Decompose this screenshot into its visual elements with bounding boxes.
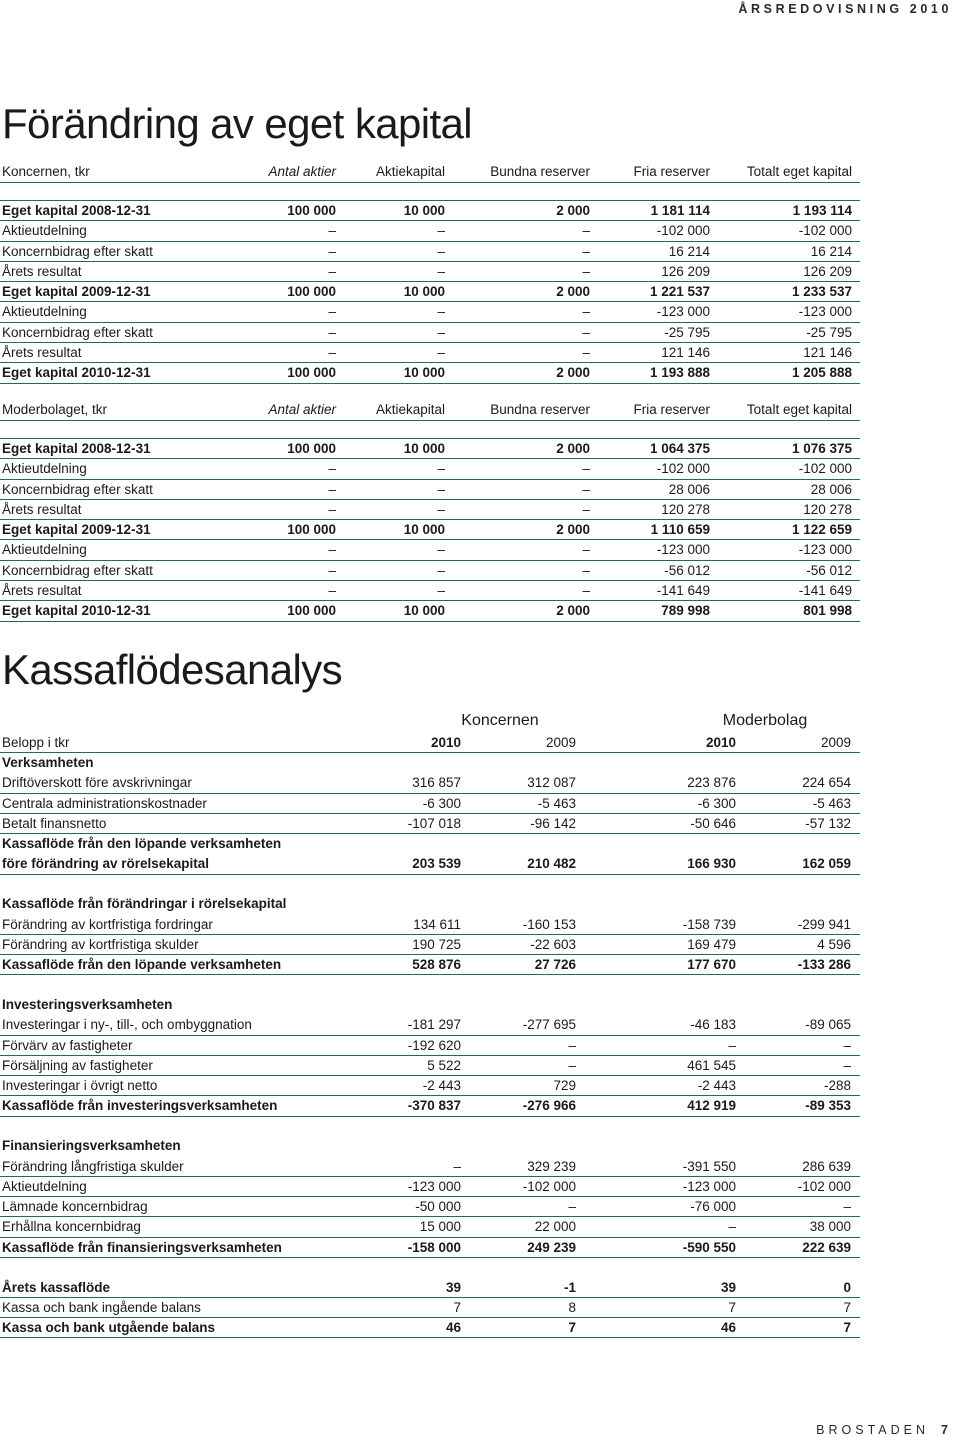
cell-value: – <box>568 1037 576 1053</box>
cell-value: -89 065 <box>805 1017 851 1033</box>
row-label: Koncernbidrag efter skatt <box>2 562 153 578</box>
cell-value: – <box>582 223 590 239</box>
row-label: Aktieutdelning <box>2 542 87 558</box>
equity-header-row <box>0 400 860 421</box>
section-heading-row <box>0 995 860 1015</box>
table-row <box>0 1217 860 1237</box>
cell-value: -107 018 <box>407 815 461 831</box>
cell-value: – <box>728 1219 736 1235</box>
row-label: Koncernbidrag efter skatt <box>2 243 153 259</box>
equity-section-title: Förändring av eget kapital <box>2 100 473 147</box>
equity-row <box>0 302 860 322</box>
column-header-antal-aktier: Antal aktier <box>268 402 336 417</box>
row-label: Kassaflöde från den löpande verksamheten <box>2 957 282 973</box>
cell-value: 38 000 <box>809 1219 851 1235</box>
cell-value: -123 000 <box>656 304 710 320</box>
table-row <box>0 1036 860 1056</box>
cashflow-year-header <box>0 733 860 753</box>
cell-value: 162 059 <box>802 856 851 872</box>
cell-value: – <box>437 481 445 497</box>
cell-value: – <box>328 324 336 340</box>
cell-value: 166 930 <box>687 856 736 872</box>
row-label: Årets resultat <box>2 501 82 517</box>
cell-value: – <box>437 263 445 279</box>
year-koncern-2009: 2009 <box>545 735 576 750</box>
cell-value: 0 <box>843 1279 851 1295</box>
cell-value: -46 183 <box>690 1017 736 1033</box>
column-header-totalt-eget-kapital: Totalt eget kapital <box>746 402 852 417</box>
cell-value: -25 795 <box>806 324 852 340</box>
cell-value: -141 649 <box>656 583 710 599</box>
cell-value: 7 <box>843 1320 851 1336</box>
cell-value: 27 726 <box>534 957 576 973</box>
cell-value: -6 300 <box>422 795 461 811</box>
cell-value: 2 000 <box>556 203 590 218</box>
cell-value: 1 181 114 <box>650 203 710 218</box>
cell-value: – <box>582 481 590 497</box>
section-heading-row <box>0 894 860 914</box>
row-label: Förändring av kortfristiga fordringar <box>2 916 213 932</box>
cell-value: 2 000 <box>556 522 590 538</box>
cell-value: – <box>437 461 445 477</box>
column-header-aktiekapital: Aktiekapital <box>375 402 445 417</box>
equity-row <box>0 221 860 241</box>
cell-value: -160 153 <box>522 916 576 932</box>
section-heading-row <box>0 834 860 854</box>
cell-value: – <box>328 345 336 361</box>
cell-value: – <box>843 1057 851 1073</box>
cell-value: – <box>437 542 445 558</box>
cell-value: 46 <box>445 1320 461 1336</box>
equity-row <box>0 363 860 383</box>
cell-value: 2 000 <box>556 441 590 456</box>
cell-value: 39 <box>445 1279 461 1295</box>
page-footer <box>816 1423 948 1437</box>
table-row <box>0 1157 860 1177</box>
cell-value: -102 000 <box>656 461 710 477</box>
row-label: Erhållna koncernbidrag <box>2 1219 141 1235</box>
equity-table-label: Koncernen, tkr <box>2 164 90 179</box>
cell-value: -50 000 <box>415 1199 461 1215</box>
cell-value: – <box>582 542 590 558</box>
cell-value: 4 596 <box>817 936 851 952</box>
cell-value: 7 <box>728 1299 736 1315</box>
cell-value: 100 000 <box>287 203 336 218</box>
cell-value: – <box>437 304 445 320</box>
equity-header-row <box>0 162 860 183</box>
cell-value: 100 000 <box>287 441 336 456</box>
cell-value: – <box>437 223 445 239</box>
cell-value: 8 <box>568 1299 576 1315</box>
cell-value: – <box>437 562 445 578</box>
row-label: Aktieutdelning <box>2 304 87 320</box>
cell-value: 100 000 <box>287 603 336 619</box>
equity-row <box>0 520 860 540</box>
equity-row <box>0 581 860 601</box>
row-label: Kassa och bank utgående balans <box>2 1320 216 1336</box>
cell-value: -56 012 <box>664 562 710 578</box>
group-label-moderbolag: Moderbolag <box>722 712 808 729</box>
cell-value: -96 142 <box>530 815 576 831</box>
equity-table-koncernen <box>0 162 860 384</box>
table-row <box>0 1015 860 1035</box>
cell-value: – <box>728 1037 736 1053</box>
table-row <box>0 773 860 793</box>
cell-value: 249 239 <box>527 1239 576 1255</box>
cell-value: 126 209 <box>661 263 710 279</box>
spacer-row <box>0 1258 860 1278</box>
row-label: Förändring långfristiga skulder <box>2 1158 184 1174</box>
column-header-bundna-reserver: Bundna reserver <box>490 402 590 417</box>
cell-value: – <box>328 304 336 320</box>
cell-value: -123 000 <box>798 542 852 558</box>
row-label: Koncernbidrag efter skatt <box>2 324 153 340</box>
cell-value: – <box>328 263 336 279</box>
cell-value: -133 286 <box>797 957 851 973</box>
cell-value: 461 545 <box>687 1057 736 1073</box>
row-label: Investeringar i ny-, till-, och ombyggnation <box>2 1017 252 1033</box>
cell-value: – <box>582 583 590 599</box>
year-moder-2010: 2010 <box>705 735 736 750</box>
total-row <box>0 1318 860 1338</box>
cell-value: 1 122 659 <box>791 522 852 538</box>
section-heading: Kassaflöde från förändringar i rörelsekapital <box>2 896 287 912</box>
cell-value: 412 919 <box>687 1098 736 1114</box>
cell-value: -102 000 <box>656 223 710 239</box>
cell-value: 1 110 659 <box>650 522 710 538</box>
cell-value: -102 000 <box>798 223 852 239</box>
unit-label: Belopp i tkr <box>2 735 70 750</box>
cell-value: 7 <box>568 1320 576 1336</box>
cell-value: 100 000 <box>287 284 336 300</box>
cell-value: 1 193 114 <box>792 203 852 218</box>
cell-value: 121 146 <box>803 345 852 361</box>
cell-value: -299 941 <box>797 916 851 932</box>
cell-value: -123 000 <box>798 304 852 320</box>
section-heading: Finansieringsverksamheten <box>2 1138 181 1154</box>
table-row <box>0 1177 860 1197</box>
group-label-koncernen: Koncernen <box>461 712 539 729</box>
cell-value: 1 205 888 <box>791 365 852 381</box>
cell-value: 28 006 <box>810 481 852 497</box>
cell-value: – <box>582 562 590 578</box>
cell-value: -288 <box>823 1078 851 1094</box>
cell-value: -123 000 <box>682 1178 736 1194</box>
cell-value: – <box>328 501 336 517</box>
row-label: Försäljning av fastigheter <box>2 1057 153 1073</box>
cell-value: – <box>568 1199 576 1215</box>
year-koncern-2010: 2010 <box>430 735 461 750</box>
cell-value: -56 012 <box>806 562 852 578</box>
row-label: Kassa och bank ingående balans <box>2 1299 201 1315</box>
cell-value: -141 649 <box>798 583 852 599</box>
total-row <box>0 1278 860 1298</box>
column-header-fria-reserver: Fria reserver <box>633 402 710 417</box>
cell-value: 16 214 <box>668 243 710 259</box>
row-label: före förändring av rörelsekapital <box>2 856 210 872</box>
cell-value: 134 611 <box>413 916 461 932</box>
row-label: Betalt finansnetto <box>2 815 107 831</box>
cell-value: -5 463 <box>812 795 851 811</box>
cashflow-group-header <box>0 710 860 733</box>
cell-value: 100 000 <box>287 365 336 381</box>
cell-value: 39 <box>720 1279 736 1295</box>
total-row <box>0 1238 860 1258</box>
cell-value: 2 000 <box>556 284 590 300</box>
cell-value: -6 300 <box>697 795 736 811</box>
cell-value: 801 998 <box>803 603 852 619</box>
cell-value: 203 539 <box>412 856 461 872</box>
cell-value: -50 646 <box>690 815 736 831</box>
equity-row <box>0 343 860 363</box>
row-label: Investeringar i övrigt netto <box>2 1078 158 1094</box>
section-heading-row <box>0 753 860 773</box>
cell-value: -590 550 <box>682 1239 736 1255</box>
row-label: Eget kapital 2008-12-31 <box>2 203 151 218</box>
equity-row <box>0 561 860 581</box>
cell-value: 789 998 <box>661 603 710 619</box>
cell-value: 120 278 <box>803 501 852 517</box>
cell-value: 190 725 <box>412 936 461 952</box>
cell-value: 10 000 <box>403 284 445 300</box>
table-row <box>0 935 860 955</box>
cell-value: 7 <box>843 1299 851 1315</box>
equity-table-moderbolaget <box>0 400 860 622</box>
total-row <box>0 1096 860 1116</box>
cell-value: -391 550 <box>682 1158 736 1174</box>
column-header-antal-aktier: Antal aktier <box>268 164 336 179</box>
cell-value: -277 695 <box>522 1017 576 1033</box>
cell-value: 329 239 <box>527 1158 576 1174</box>
table-row <box>0 1197 860 1217</box>
table-row <box>0 1076 860 1096</box>
cell-value: 46 <box>720 1320 736 1336</box>
cell-value: – <box>582 304 590 320</box>
cell-value: 10 000 <box>403 365 445 381</box>
cell-value: -123 000 <box>656 542 710 558</box>
cell-value: – <box>437 583 445 599</box>
spacer-row <box>0 875 860 895</box>
cashflow-section-title: Kassaflödesanalys <box>2 646 343 693</box>
cell-value: -123 000 <box>407 1178 461 1194</box>
row-label: Årets resultat <box>2 583 82 599</box>
cell-value: 222 639 <box>802 1239 851 1255</box>
cell-value: -192 620 <box>407 1037 461 1053</box>
row-label: Förvärv av fastigheter <box>2 1037 133 1053</box>
cell-value: 1 193 888 <box>649 365 710 381</box>
row-label: Aktieutdelning <box>2 1178 87 1194</box>
cell-value: 121 146 <box>661 345 710 361</box>
page-number: 7 <box>941 1423 948 1437</box>
cell-value: – <box>582 501 590 517</box>
cell-value: -1 <box>563 1279 576 1295</box>
cell-value: -102 000 <box>797 1178 851 1194</box>
row-label: Kassaflöde från investeringsverksamheten <box>2 1098 278 1114</box>
section-heading: Verksamheten <box>2 755 94 770</box>
column-header-fria-reserver: Fria reserver <box>633 164 710 179</box>
cell-value: -2 443 <box>697 1078 736 1094</box>
cell-value: 1 221 537 <box>649 284 710 300</box>
cell-value: – <box>582 324 590 340</box>
cell-value: 177 670 <box>687 957 736 973</box>
cell-value: 2 000 <box>556 365 590 381</box>
cell-value: 224 654 <box>802 775 851 791</box>
cell-value: 2 000 <box>556 603 590 619</box>
equity-row <box>0 459 860 479</box>
cell-value: 1 233 537 <box>791 284 852 300</box>
year-moder-2009: 2009 <box>820 735 851 750</box>
report-header-label: ÅRSREDOVISNING 2010 <box>738 2 952 16</box>
cell-value: -276 966 <box>522 1098 576 1114</box>
cell-value: 100 000 <box>287 522 336 538</box>
equity-table-label: Moderbolaget, tkr <box>2 402 108 417</box>
section-heading: Kassaflöde från den löpande verksamheten <box>2 836 282 852</box>
equity-row <box>0 262 860 282</box>
cell-value: -5 463 <box>537 795 576 811</box>
cell-value: -22 603 <box>530 936 576 952</box>
cell-value: – <box>582 243 590 259</box>
table-row <box>0 794 860 814</box>
cell-value: – <box>328 243 336 259</box>
footer-company: BROSTADEN <box>816 1423 930 1437</box>
cell-value: 210 482 <box>527 856 576 872</box>
cell-value: -2 443 <box>422 1078 461 1094</box>
cell-value: 223 876 <box>687 775 736 791</box>
cell-value: – <box>582 263 590 279</box>
total-row <box>0 955 860 975</box>
row-label: Aktieutdelning <box>2 461 87 477</box>
cell-value: – <box>328 583 336 599</box>
cell-value: -57 132 <box>805 815 851 831</box>
cell-value: – <box>843 1199 851 1215</box>
cell-value: 10 000 <box>403 522 445 538</box>
cell-value: – <box>328 223 336 239</box>
equity-row <box>0 601 860 621</box>
total-row <box>0 854 860 874</box>
cell-value: -158 000 <box>407 1239 461 1255</box>
equity-spacer <box>0 183 860 201</box>
row-label: Årets resultat <box>2 345 82 361</box>
row-label: Eget kapital 2010-12-31 <box>2 365 151 381</box>
row-label: Eget kapital 2009-12-31 <box>2 522 151 538</box>
table-row <box>0 915 860 935</box>
column-header-bundna-reserver: Bundna reserver <box>490 164 590 179</box>
cell-value: 28 006 <box>668 481 710 497</box>
cell-value: -158 739 <box>682 916 736 932</box>
cell-value: 528 876 <box>412 957 461 973</box>
cell-value: – <box>582 461 590 477</box>
cell-value: 729 <box>553 1078 576 1094</box>
equity-row <box>0 282 860 302</box>
row-label: Driftöverskott före avskrivningar <box>2 775 192 791</box>
row-label: Eget kapital 2008-12-31 <box>2 441 151 456</box>
cell-value: -89 353 <box>805 1098 851 1114</box>
cell-value: 286 639 <box>802 1158 851 1174</box>
cell-value: – <box>328 562 336 578</box>
cell-value: -102 000 <box>522 1178 576 1194</box>
row-label: Årets kassaflöde <box>2 1279 111 1295</box>
equity-row <box>0 480 860 500</box>
cell-value: – <box>328 542 336 558</box>
spacer-row <box>0 1117 860 1137</box>
cell-value: 5 522 <box>427 1057 461 1073</box>
spacer-row <box>0 975 860 995</box>
equity-row <box>0 242 860 262</box>
row-label: Aktieutdelning <box>2 223 87 239</box>
cell-value: 169 479 <box>687 936 736 952</box>
cell-value: -76 000 <box>690 1199 736 1215</box>
row-label: Centrala administrationskostnader <box>2 795 207 811</box>
cell-value: – <box>453 1158 461 1174</box>
cell-value: – <box>328 481 336 497</box>
cell-value: 22 000 <box>534 1219 576 1235</box>
cell-value: – <box>328 461 336 477</box>
row-label: Koncernbidrag efter skatt <box>2 481 153 497</box>
cell-value: – <box>437 501 445 517</box>
cell-value: 126 209 <box>803 263 852 279</box>
equity-row <box>0 323 860 343</box>
cell-value: 7 <box>453 1299 461 1315</box>
row-label: Årets resultat <box>2 263 82 279</box>
row-label: Kassaflöde från finansieringsverksamheten <box>2 1239 282 1255</box>
equity-row <box>0 500 860 520</box>
cell-value: – <box>437 324 445 340</box>
equity-row <box>0 439 860 459</box>
cell-value: – <box>582 345 590 361</box>
cell-value: 120 278 <box>661 501 710 517</box>
cell-value: -370 837 <box>407 1098 461 1114</box>
table-row <box>0 1298 860 1318</box>
cell-value: – <box>568 1057 576 1073</box>
cell-value: 1 064 375 <box>649 441 710 456</box>
cell-value: 10 000 <box>403 203 445 218</box>
cell-value: -102 000 <box>798 461 852 477</box>
equity-spacer <box>0 421 860 439</box>
section-heading: Investeringsverksamheten <box>2 996 173 1012</box>
column-header-totalt-eget-kapital: Totalt eget kapital <box>746 164 852 179</box>
table-row <box>0 814 860 834</box>
cell-value: 10 000 <box>403 441 445 456</box>
cell-value: – <box>437 243 445 259</box>
cell-value: 316 857 <box>412 775 461 791</box>
cell-value: 10 000 <box>403 603 445 619</box>
cell-value: 1 076 375 <box>791 441 852 456</box>
cell-value: -181 297 <box>407 1017 461 1033</box>
row-label: Eget kapital 2010-12-31 <box>2 603 151 619</box>
row-label: Eget kapital 2009-12-31 <box>2 284 151 300</box>
row-label: Förändring av kortfristiga skulder <box>2 936 199 952</box>
cell-value: – <box>437 345 445 361</box>
cell-value: – <box>843 1037 851 1053</box>
column-header-aktiekapital: Aktiekapital <box>375 164 445 179</box>
section-heading-row <box>0 1136 860 1156</box>
cell-value: -25 795 <box>664 324 710 340</box>
equity-row <box>0 201 860 221</box>
cashflow-table <box>0 710 860 1338</box>
equity-row <box>0 540 860 560</box>
cell-value: 15 000 <box>419 1219 461 1235</box>
cell-value: 312 087 <box>527 775 576 791</box>
table-row <box>0 1056 860 1076</box>
cell-value: 16 214 <box>810 243 852 259</box>
row-label: Lämnade koncernbidrag <box>2 1199 148 1215</box>
